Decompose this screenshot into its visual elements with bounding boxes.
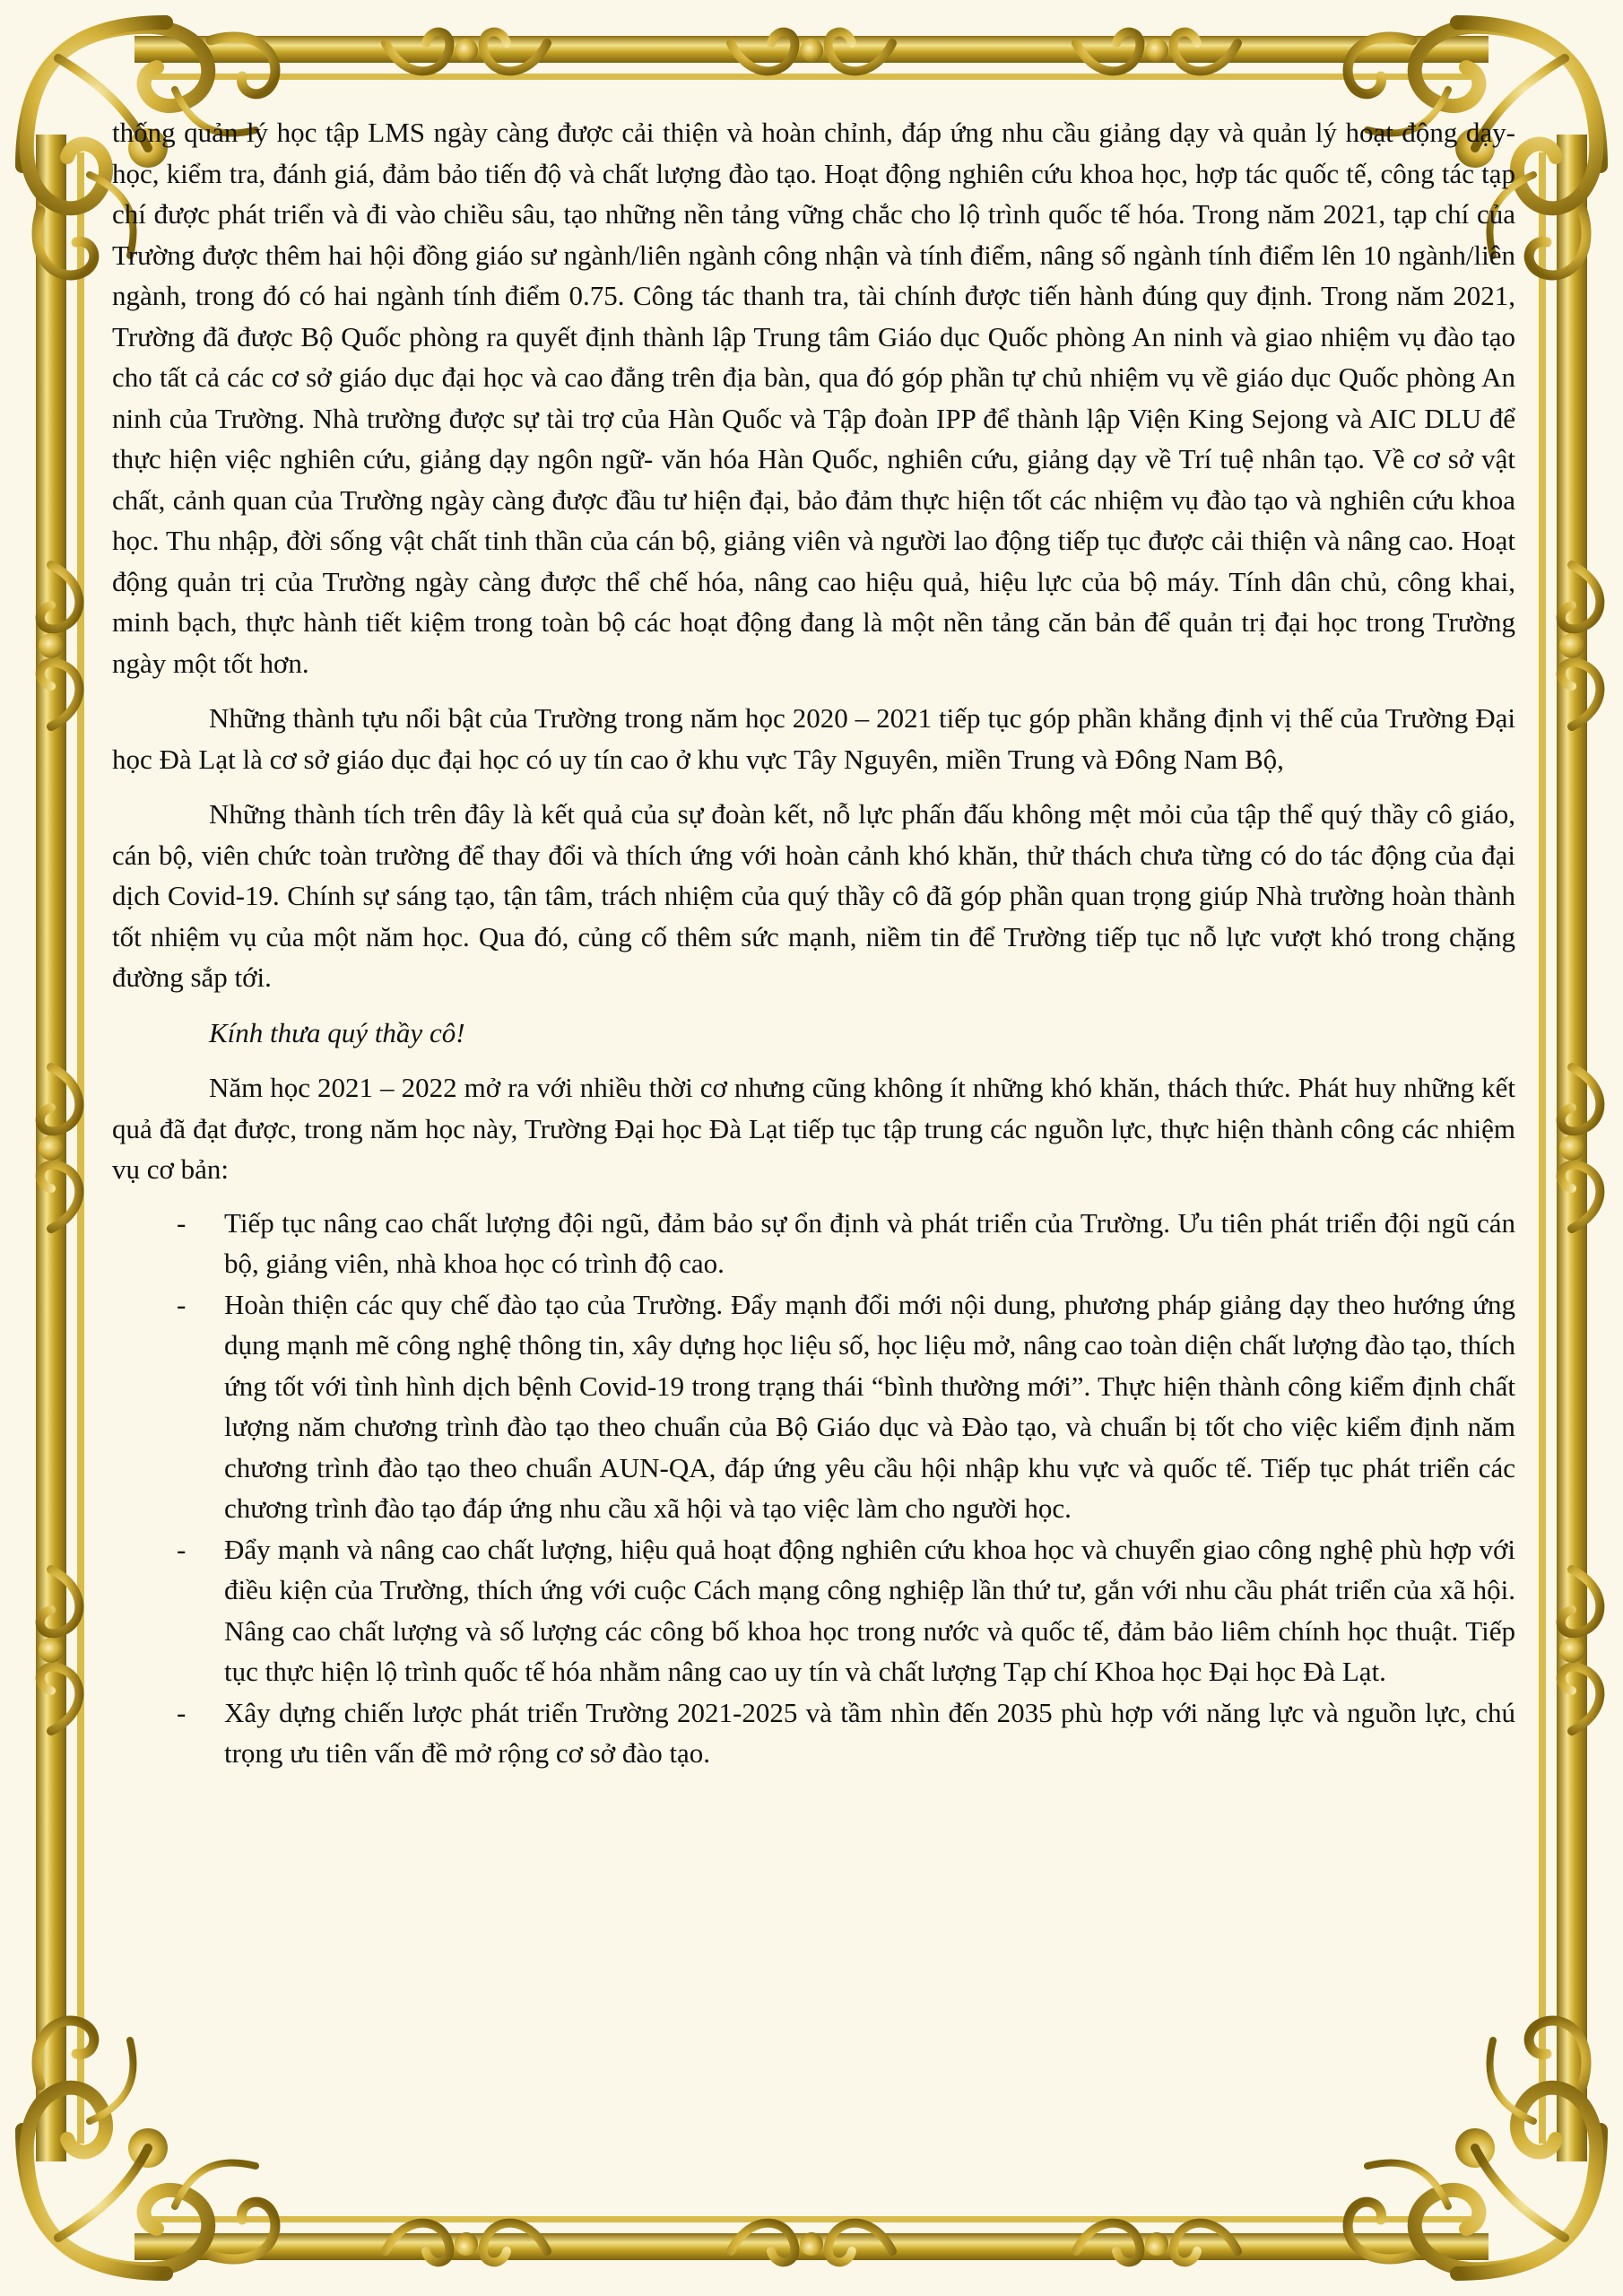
list-bullet: -	[177, 1288, 187, 1320]
list-bullet: -	[177, 1533, 187, 1565]
list-bullet: -	[177, 1206, 187, 1239]
list-item	[112, 1529, 1515, 1692]
list-item-text: Tiếp tục nâng cao chất lượng đội ngũ, đảm bảo sự ổn định và phát triển của Trường. Ưu tiên phát triển đội ngũ cán bộ, giảng viên, nhà khoa học có trình độ cao.	[224, 1206, 1515, 1279]
list-item-text: Đẩy mạnh và nâng cao chất lượng, hiệu quả hoạt động nghiên cứu khoa học và chuyển giao công nghệ phù hợp với điều kiện của Trường, thích ứng với cuộc Cách mạng công nghiệp lần thứ tư, gắn với nhu cầu phát triển của xã hội. Nâng cao chất lượng và số lượng các công bố khoa học trong nước và quốc tế, đảm bảo liêm chính học thuật. Tiếp tục thực hiện lộ trình quốc tế hóa nhằm nâng cao uy tín và chất lượng Tạp chí Khoa học Đại học Đà Lạt.	[224, 1533, 1515, 1687]
paragraph-highlights: Những thành tựu nổi bật của Trường trong năm học 2020 – 2021 tiếp tục góp phần khẳng định vị thế của Trường Đại học Đà Lạt là cơ sở giáo dục đại học có uy tín cao ở khu vực Tây Nguyên, miền Trung và Đông Nam Bộ,	[112, 702, 1515, 775]
list-bullet: -	[177, 1696, 187, 1728]
paragraph-achievements: thống quản lý học tập LMS ngày càng được cải thiện và hoàn chỉnh, đáp ứng nhu cầu giảng dạy và quản lý hoạt động dạy-học, kiểm tra, đánh giá, đảm bảo tiến độ và chất lượng đào tạo. Hoạt động nghiên cứu khoa học, hợp tác quốc tế, công tác tạp chí được phát triển và đi vào chiều sâu, tạo những nền tảng vững chắc cho lộ trình quốc tế hóa. Trong năm 2021, tạp chí của Trường được thêm hai hội đồng giáo sư ngành/liên ngành công nhận và tính điểm, nâng số ngành tính điểm lên 10 ngành/liên ngành, trong đó có hai ngành tính điểm 0.75. Công tác thanh tra, tài chính được tiến hành đúng quy định. Trong năm 2021, Trường đã được Bộ Quốc phòng ra quyết định thành lập Trung tâm Giáo dục Quốc phòng An ninh và giao nhiệm vụ đào tạo cho tất cả các cơ sở giáo dục đại học và cao đẳng trên địa bàn, qua đó góp phần tự chủ nhiệm vụ về giáo dục Quốc phòng An ninh của Trường. Nhà trường được sự tài trợ của Hàn Quốc và Tập đoàn IPP để thành lập Viện King Sejong và AIC DLU để thực hiện việc nghiên cứu, giảng dạy ngôn ngữ- văn hóa Hàn Quốc, nghiên cứu, giảng dạy về Trí tuệ nhân tạo. Về cơ sở vật chất, cảnh quan của Trường ngày càng được đầu tư hiện đại, bảo đảm thực hiện tốt các nhiệm vụ đào tạo và nghiên cứu khoa học. Thu nhập, đời sống vật chất tinh thần của cán bộ, giảng viên và người lao động tiếp tục được cải thiện và nâng cao. Hoạt động quản trị của Trường ngày càng được thể chế hóa, nâng cao hiệu quả, hiệu lực của bộ máy. Tính dân chủ, công khai, minh bạch, thực hành tiết kiệm trong toàn bộ các hoạt động đang là một nền tảng căn bản để quản trị đại học trong Trường ngày một tốt hơn.	[112, 117, 1515, 679]
document-body	[112, 112, 1515, 1774]
task-list	[112, 1203, 1515, 1774]
paragraph-gratitude: Những thành tích trên đây là kết quả của sự đoàn kết, nỗ lực phấn đấu không mệt mỏi của tập thể quý thầy cô giáo, cán bộ, viên chức toàn trường để thay đổi và thích ứng với hoàn cảnh khó khăn, thử thách chưa từng có do tác động của đại dịch Covid-19. Chính sự sáng tạo, tận tâm, trách nhiệm của quý thầy cô đã góp phần quan trọng giúp Nhà trường hoàn thành tốt nhiệm vụ của một năm học. Qua đó, củng cố thêm sức mạnh, niềm tin để Trường tiếp tục nỗ lực vượt khó trong chặng đường sắp tới.	[112, 798, 1515, 993]
salutation: Kính thưa quý thầy cô!	[209, 1016, 465, 1048]
list-item	[112, 1203, 1515, 1284]
list-item-text: Xây dựng chiến lược phát triển Trường 2021-2025 và tầm nhìn đến 2035 phù hợp với năng lực và nguồn lực, chú trọng ưu tiên vấn đề mở rộng cơ sở đào tạo.	[224, 1696, 1515, 1769]
list-item	[112, 1284, 1515, 1529]
paragraph-intro-tasks: Năm học 2021 – 2022 mở ra với nhiều thời cơ nhưng cũng không ít những khó khăn, thách thức. Phát huy những kết quả đã đạt được, trong năm học này, Trường Đại học Đà Lạt tiếp tục tập trung các nguồn lực, thực hiện thành công các nhiệm vụ cơ bản:	[112, 1072, 1515, 1185]
list-item	[112, 1692, 1515, 1774]
list-item-text: Hoàn thiện các quy chế đào tạo của Trường. Đẩy mạnh đổi mới nội dung, phương pháp giảng dạy theo hướng ứng dụng mạnh mẽ công nghệ thông tin, xây dựng học liệu số, học liệu mở, nâng cao toàn diện chất lượng đào tạo, thích ứng tốt với tình hình dịch bệnh Covid-19 trong trạng thái “bình thường mới”. Thực hiện thành công kiểm định chất lượng năm chương trình đào tạo theo chuẩn của Bộ Giáo dục và Đào tạo, và chuẩn bị tốt cho việc kiểm định năm chương trình đào tạo theo chuẩn AUN-QA, đáp ứng yêu cầu hội nhập khu vực và quốc tế. Tiếp tục phát triển các chương trình đào tạo đáp ứng nhu cầu xã hội và tạo việc làm cho người học.	[224, 1288, 1515, 1524]
